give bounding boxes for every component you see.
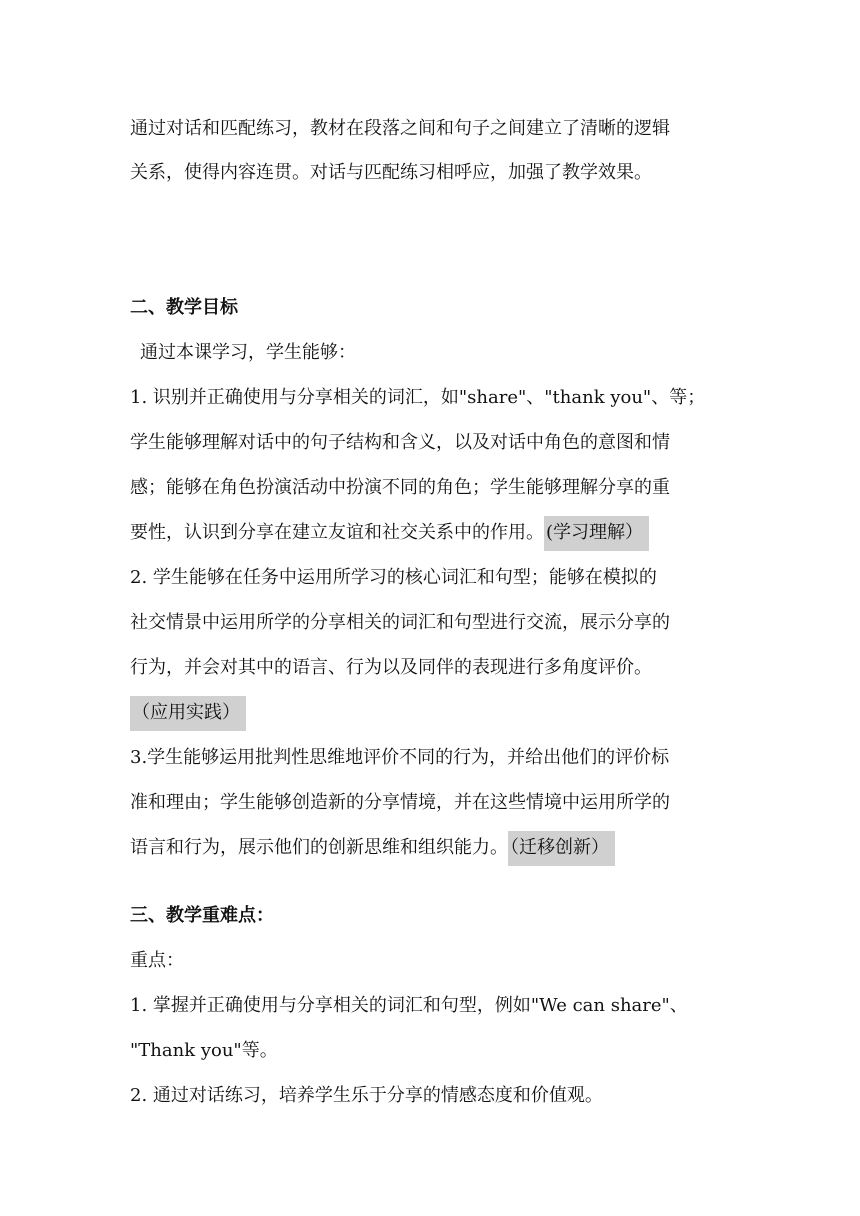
objective-1-line-1: 1. 识别并正确使用与分享相关的词汇，如"share"、"thank you"、等； [130,387,706,408]
objective-3-line-2: 准和理由；学生能够创造新的分享情境，并在这些情境中运用所学的 [130,792,670,813]
objective-2-line-2: 社交情景中运用所学的分享相关的词汇和句型进行交流，展示分享的 [130,612,670,633]
keypoint-1-line-2: "Thank you"等。 [130,1040,278,1061]
keypoint-1-line-1: 1. 掌握并正确使用与分享相关的词汇和句型，例如"We can share"、 [130,995,688,1016]
section-heading-keypoints: 三、教学重难点： [130,905,274,926]
objective-3-line-3-text: 语言和行为，展示他们的创新思维和组织能力。 [130,837,508,858]
objective-2-level-tag: （应用实践） [130,696,246,731]
objective-1-line-2: 学生能够理解对话中的句子结构和含义，以及对话中角色的意图和情 [130,432,670,453]
section-heading-objectives: 二、教学目标 [130,297,238,318]
objective-1-line-3: 感；能够在角色扮演活动中扮演不同的角色；学生能够理解分享的重 [130,477,670,498]
objective-2-line-3: 行为，并会对其中的语言、行为以及同伴的表现进行多角度评价。 [130,657,652,678]
objective-3-line-1: 3.学生能够运用批判性思维地评价不同的行为，并给出他们的评价标 [130,747,670,768]
objective-2-line-1: 2. 学生能够在任务中运用所学习的核心词汇和句型；能够在模拟的 [130,567,657,588]
objective-1-line-4 [130,520,730,546]
objective-3-level-tag: （迁移创新） [508,831,615,866]
keypoints-subheading: 重点： [130,950,184,971]
intro-line-2: 关系，使得内容连贯。对话与匹配练习相呼应，加强了教学效果。 [130,162,652,183]
objectives-lead: 通过本课学习，学生能够： [140,342,356,363]
objective-1-level-tag: (学习理解） [544,516,649,551]
intro-line-1: 通过对话和匹配练习，教材在段落之间和句子之间建立了清晰的逻辑 [130,118,670,139]
objective-1-line-4-text: 要性，认识到分享在建立友谊和社交关系中的作用。 [130,522,544,543]
objective-2-line-4 [130,700,730,726]
objective-3-line-3 [130,835,730,861]
keypoint-2-line-1: 2. 通过对话练习，培养学生乐于分享的情感态度和价值观。 [130,1085,603,1106]
